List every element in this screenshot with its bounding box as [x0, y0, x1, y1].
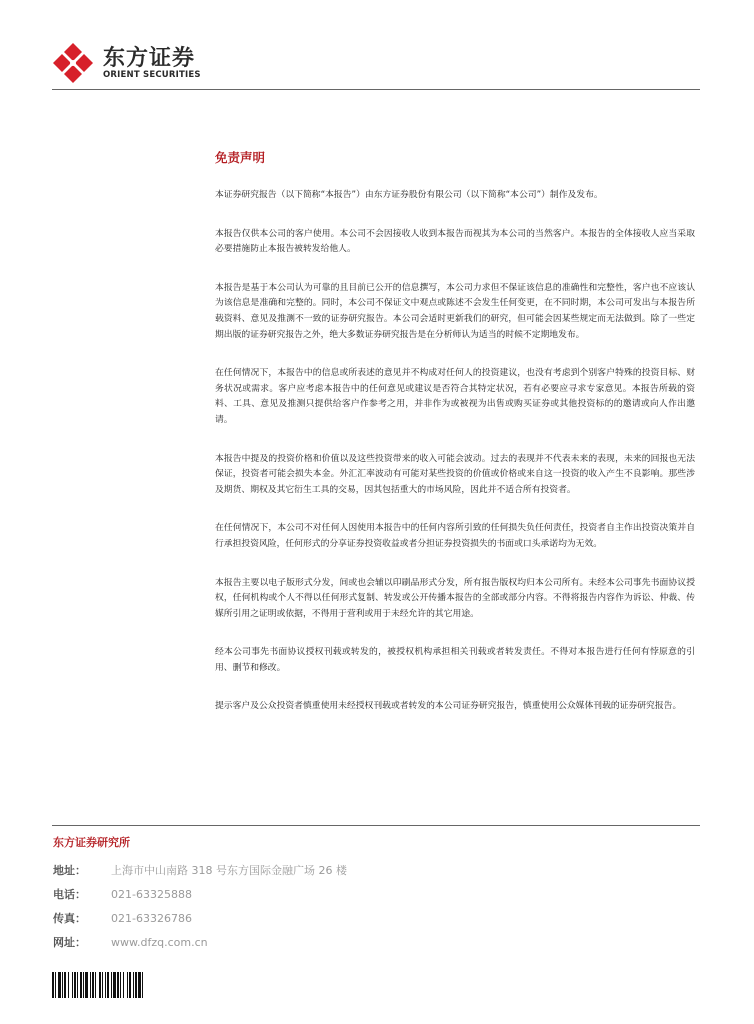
- disclaimer-paragraph: 本报告仅供本公司的客户使用。本公司不会因接收人收到本报告而视其为本公司的当然客户。本报告的全体接收人应当采取必要措施防止本报告被转发给他人。: [215, 228, 695, 255]
- contact-website: [53, 934, 208, 950]
- disclaimer-paragraph: 提示客户及公众投资者慎重使用未经授权刊载或者转发的本公司证券研究报告，慎重使用公众媒体刊载的证券研究报告。: [215, 701, 682, 712]
- page-header: [0, 0, 754, 92]
- disclaimer-section: [215, 148, 695, 738]
- disclaimer-paragraph: 在任何情况下，本公司不对任何人因使用本报告中的任何内容所引致的任何损失负任何责任，投资者自主作出投资决策并自行承担投资风险，任何形式的分享证券投资收益或者分担证券投资损失的书面或口头承诺均为无效。: [215, 523, 695, 549]
- phone-value: 021-63325888: [111, 888, 192, 901]
- barcode-icon: [52, 972, 182, 998]
- fax-label: 传真：: [53, 912, 86, 925]
- disclaimer-paragraph: 本证券研究报告（以下简称“本报告”）由东方证券股份有限公司（以下简称“本公司”）制作及发布。: [215, 190, 603, 200]
- contact-phone: [53, 886, 192, 902]
- footer-title: 东方证券研究所: [53, 836, 130, 849]
- header-divider: [52, 89, 700, 90]
- phone-label: 电话：: [53, 888, 86, 901]
- disclaimer-paragraph: 经本公司事先书面协议授权刊载或转发的，被授权机构承担相关刊载或者转发责任。不得对本报告进行任何有悖原意的引用、删节和修改。: [215, 647, 695, 673]
- footer-divider: [52, 825, 700, 826]
- logo-chinese-name: 东方证券: [103, 46, 196, 71]
- address-value: 上海市中山南路 318 号东方国际金融广场 26 楼: [111, 864, 347, 877]
- disclaimer-paragraph: 在任何情况下，本报告中的信息或所表述的意见并不构成对任何人的投资建议，也没有考虑到个别客户特殊的投资目标、财务状况或需求。客户应考虑本报告中的任何意见或建议是否符合其特定状况，若有必要应寻求专家意见。本报告所载的资料、工具、意见及推测只提供给客户作参考之用，并非作为或被视为出售或购买证券或其他投资标的的邀请或向人作出邀请。: [215, 368, 695, 425]
- logo-english-name: ORIENT SECURITIES: [103, 70, 201, 80]
- disclaimer-paragraph: 本报告是基于本公司认为可靠的且目前已公开的信息撰写，本公司力求但不保证该信息的准确性和完整性，客户也不应该认为该信息是准确和完整的。同时，本公司不保证文中观点或陈述不会发生任何变更，在不同时期，本公司可发出与本报告所载资料、意见及推测不一致的证券研究报告。本公司会适时更新我们的研究，但可能会因某些规定而无法做到。除了一些定期出版的证券研究报告之外，绝大多数证券研究报告是在分析师认为适当的时候不定期地发布。: [215, 282, 695, 340]
- disclaimer-paragraph: 本报告中提及的投资价格和价值以及这些投资带来的收入可能会波动。过去的表现并不代表未来的表现，未来的回报也无法保证，投资者可能会损失本金。外汇汇率波动有可能对某些投资的价值或价格或来自这一投资的收入产生不良影响。那些涉及期货、期权及其它衍生工具的交易，因其包括重大的市场风险，因此并不适合所有投资者。: [215, 453, 695, 495]
- website-link[interactable]: www.dfzq.com.cn: [111, 936, 208, 949]
- disclaimer-paragraph: 本报告主要以电子版形式分发，间或也会辅以印刷品形式分发，所有报告版权均归本公司所有。未经本公司事先书面协议授权，任何机构或个人不得以任何形式复制、转发或公开传播本报告的全部或部分内容。不得将报告内容作为诉讼、仲裁、传媒所引用之证明或依据，不得用于营利或用于未经允许的其它用途。: [215, 577, 695, 619]
- contact-address: [53, 862, 347, 878]
- orient-securities-logo-icon: [52, 42, 94, 84]
- website-label: 网址：: [53, 936, 86, 949]
- disclaimer-title: 免责声明: [215, 150, 266, 165]
- fax-value: 021-63326786: [111, 912, 192, 925]
- address-label: 地址：: [53, 864, 86, 877]
- contact-fax: [53, 910, 192, 926]
